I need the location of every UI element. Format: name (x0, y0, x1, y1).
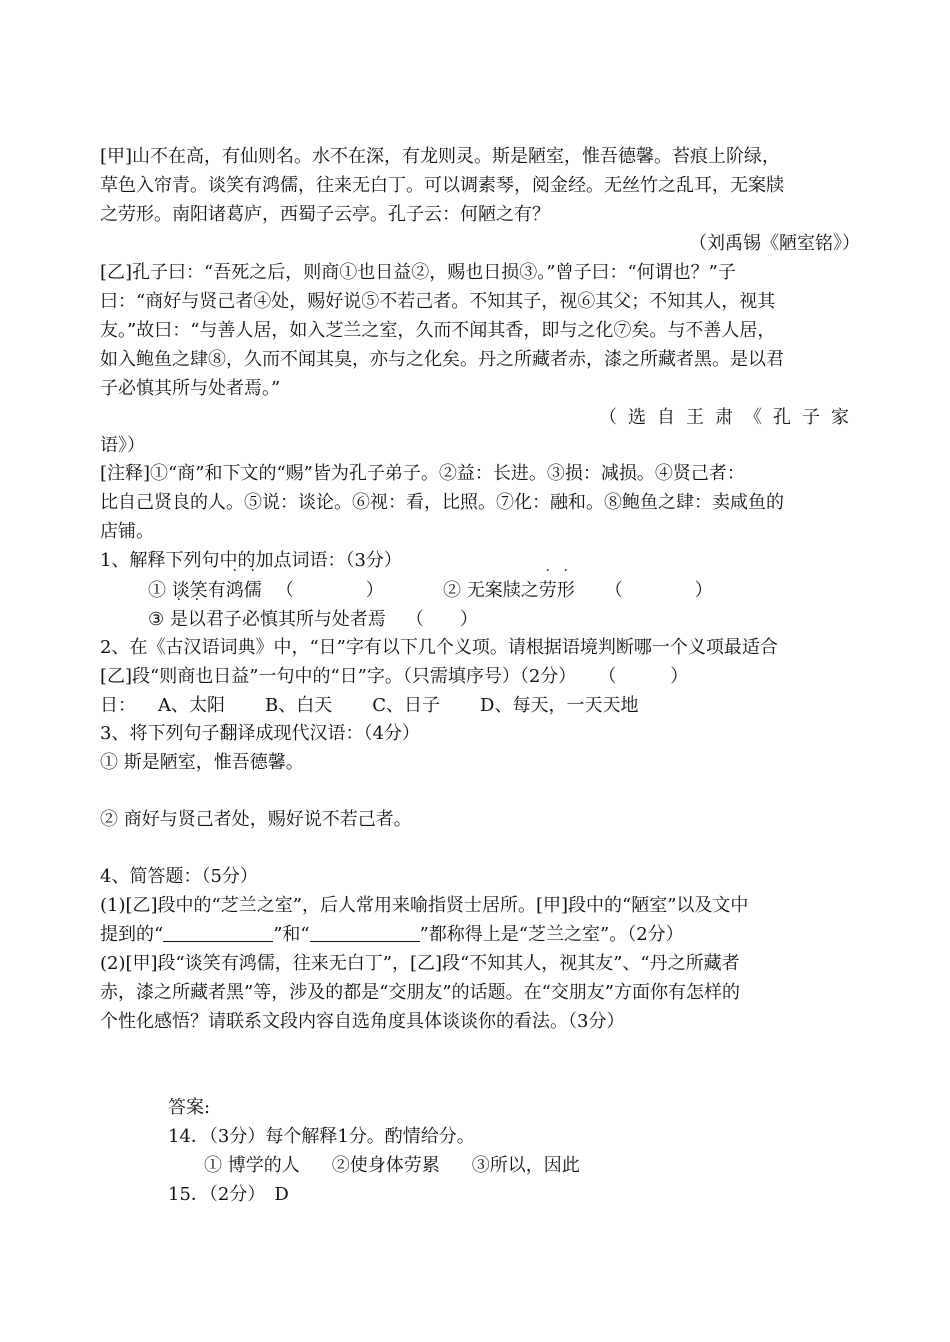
q1-c-text: 君子必慎其所与处者焉 (205, 609, 386, 630)
q2-option-b: B、白天 (265, 695, 333, 716)
passage-jia-line: 草色入帘青。谈笑有鸿儒，往来无白丁。可以调素琴，阅金经。无丝竹之乱耳，无案牍 (100, 175, 784, 196)
notes-line: 店铺。 (100, 521, 154, 542)
notes-line: [注释]①“商”和下文的“赐”皆为孔子弟子。②益：长进。③损：减损。④贤己者： (100, 463, 745, 484)
question-2-stem-cont (100, 663, 860, 690)
q4-fill-blank-2[interactable] (310, 923, 420, 942)
q4-text: ”和“ (273, 924, 310, 945)
q1-a-answer-blank[interactable]: （ ） (275, 580, 384, 601)
q1-b-dotted-char: 形 (556, 580, 575, 601)
question-1-item-c (148, 606, 848, 633)
question-4-part-2-cont: 个性化感悟？请联系文段内容自选角度具体谈谈你的看法。（3分） (100, 1011, 625, 1032)
question-2-options (100, 692, 860, 719)
passage-yi-source-cont: 语》） (100, 435, 145, 456)
answer-14: 14．（3分）每个解释1分。酌情给分。 (168, 1126, 475, 1147)
passage-yi-line: 如入鲍鱼之肆⑧，久而不闻其臭，亦与之化矣。丹之所藏者赤，漆之所藏者黑。是以君 (100, 349, 784, 370)
q4-text: 提到的“ (100, 924, 164, 945)
notes-line: 比自己贤良的人。⑤说：谈论。⑥视：看，比照。⑦化：融和。⑧鲍鱼之肆：卖咸鱼的 (100, 492, 784, 513)
q1-b-dotted-char: 劳 (538, 580, 557, 601)
passage-yi-line: 友。”故曰：“与善人居，如入芝兰之室，久而不闻其香，即与之化⑦矣。与不善人居， (100, 320, 776, 341)
q1-b-prefix: ② 无案牍之 (443, 580, 539, 601)
question-2-stem: 2、在《古汉语词典》中，“日”字有以下几个义项。请根据语境判断哪一个义项最适合 (100, 637, 778, 658)
answer-15: 15．（2分） D (168, 1184, 289, 1205)
passage-yi-line: [乙]孔子曰：“吾死之后，则商①也日益②，赐也日损③。”曾子曰：“何谓也？”子 (100, 262, 736, 283)
q1-c-dotted-char: 以 (187, 609, 206, 630)
question-1-item-b (443, 577, 843, 604)
question-4-stem: 4、简答题：（5分） (100, 866, 258, 887)
q2-option-d: D、每天，一天天地 (480, 695, 639, 716)
passage-jia-source: （刘禹锡《陋室铭》） (689, 233, 860, 254)
q1-c-dotted-char: 是 (169, 609, 188, 630)
q1-b-answer-blank[interactable]: （ ） (604, 580, 713, 601)
answer-14-item: ③所以，因此 (471, 1155, 580, 1176)
q2-options-label: 日： (100, 695, 136, 716)
passage-jia-line: [甲]山不在高，有仙则名。水不在深，有龙则灵。斯是陋室，惟吾德馨。苔痕上阶绿， (100, 146, 781, 167)
answer-14-item: ① 博学的人 (204, 1155, 300, 1176)
q1-a-dotted-char: 鸿 (225, 580, 244, 601)
question-1-stem: 1、解释下列句中的加点词语：（3分） (100, 550, 402, 571)
question-3-item-1: ① 斯是陋室，惟吾德馨。 (100, 752, 304, 773)
passage-jia-line: 之劳形。南阳诸葛庐，西蜀子云亭。孔子云：何陋之有？ (100, 204, 550, 225)
passage-yi-source: （选自王肃《孔子家 (599, 407, 860, 428)
q1-a-dotted-char: 儒 (243, 580, 262, 601)
q4-fill-blank-1[interactable] (163, 923, 273, 942)
q2-answer-blank[interactable]: （ ） (598, 666, 689, 687)
question-4-part-2-cont: 赤，漆之所藏者黑”等，涉及的都是“交朋友”的话题。在“交朋友”方面你有怎样的 (100, 982, 741, 1003)
question-3-item-2: ② 商好与贤己者处，赐好说不若己者。 (100, 809, 412, 830)
q2-option-c: C、日子 (372, 695, 441, 716)
passage-yi-line: 子必慎其所与处者焉。” (100, 378, 281, 399)
question-4-part-1: (1)[乙]段中的“芝兰之室”，后人常用来喻指贤士居所。[甲]段中的“陋室”以及文中 (100, 895, 749, 916)
question-2-text: [乙]段“则商也日益”一句中的“日”字。（只需填序号）（2分） (100, 666, 577, 687)
q1-c-prefix: ③ (148, 609, 170, 630)
question-4-part-2: (2)[甲]段“谈笑有鸿儒，往来无白丁”，[乙]段“不知其人，视其友”、“丹之所藏者 (100, 953, 740, 974)
answers-title: 答案: (168, 1097, 211, 1118)
passage-yi-line: 曰：“商好与贤己者④处，赐好说⑤不若己者。不知其子，视⑥其父；不知其人，视其 (100, 291, 776, 312)
question-4-part-1-cont (100, 921, 860, 948)
q2-option-a: A、太阳 (158, 695, 225, 716)
answer-14-details (204, 1152, 844, 1179)
answer-14-item: ②使身体劳累 (331, 1155, 440, 1176)
question-3-stem: 3、将下列句子翻译成现代汉语：（4分） (100, 723, 420, 744)
q4-text: ”都称得上是“芝兰之室”。（2分） (419, 924, 684, 945)
q1-a-prefix: ① 谈笑有 (148, 580, 226, 601)
q1-c-answer-blank[interactable]: （ ） (405, 609, 478, 630)
